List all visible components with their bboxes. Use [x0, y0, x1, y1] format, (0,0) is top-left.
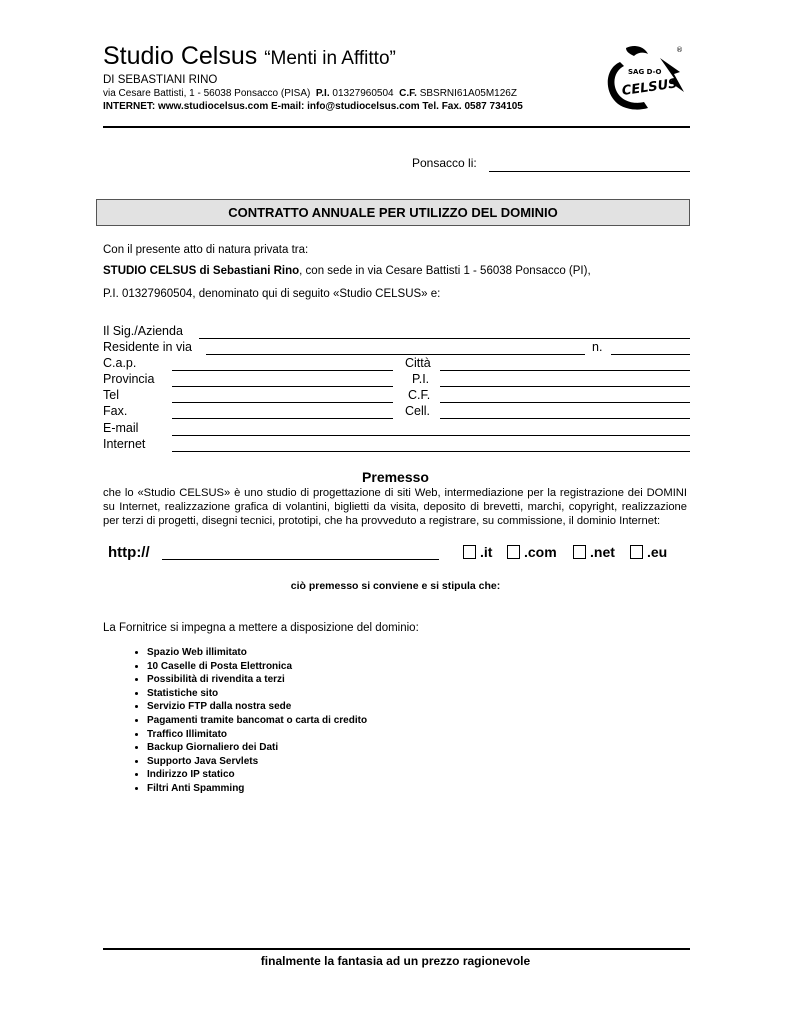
azienda-field[interactable]	[199, 338, 690, 339]
pi-value: 01327960504	[332, 88, 394, 99]
intro-party-name: STUDIO CELSUS di Sebastiani Rino	[103, 265, 300, 277]
premesso-text: che lo «Studio CELSUS» è uno studio di progettazione di siti Web, intermediazione per la registrazione dei DOMINI su Internet, realizzazione grafica di volantini, biglietti da visita, deposito di brevetti, marchi, copyright, realizzazione per terzi di progetti, disegni tecnici, prototipi, che ha provveduto a registrare, su commissione, il dominio Internet:	[103, 487, 687, 527]
fax-label: Fax.	[103, 404, 128, 418]
fornitrice-text: La Fornitrice si impegna a mettere a disposizione del dominio:	[103, 622, 419, 634]
premesso-heading: Premesso	[362, 469, 429, 485]
registered-mark: ®	[676, 46, 683, 54]
company-address-line	[103, 88, 517, 99]
cell-label: Cell.	[405, 404, 431, 418]
list-item: • Backup Giornaliero dei Dati	[147, 741, 367, 755]
tel-field[interactable]	[172, 402, 393, 403]
residente-field[interactable]	[206, 354, 585, 355]
cell-field[interactable]	[440, 418, 690, 419]
list-item: • Spazio Web illimitato	[147, 646, 367, 660]
logo-text-top: SAG D-O	[628, 68, 662, 76]
domain-name-field[interactable]	[162, 559, 439, 560]
net-label: .net	[590, 544, 615, 560]
net-checkbox[interactable]	[573, 545, 586, 559]
footer-slogan: finalmente la fantasia ad un prezzo ragionevole	[260, 954, 531, 968]
list-item: • Indirizzo IP statico	[147, 768, 367, 782]
internet-field[interactable]	[172, 451, 690, 452]
it-label: .it	[480, 544, 493, 560]
fax-field[interactable]	[172, 418, 393, 419]
http-prefix: http://	[108, 544, 150, 561]
eu-label: .eu	[647, 544, 668, 560]
company-address: via Cesare Battisti, 1 - 56038 Ponsacco (PISA)	[103, 88, 311, 99]
contract-title: CONTRATTO ANNUALE PER UTILIZZO DEL DOMINIO	[96, 199, 690, 226]
celsus-logo	[600, 42, 688, 116]
residente-label: Residente in via	[103, 340, 192, 354]
civic-number-label: n.	[592, 340, 603, 354]
logo-text-main: CELSUS	[620, 76, 679, 100]
place-date-label: Ponsacco li:	[412, 156, 477, 170]
company-contacts: INTERNET: www.studiocelsus.com E-mail: info@studiocelsus.com Tel. Fax. 0587 734105	[103, 101, 523, 112]
pi-field-label: P.I.	[412, 372, 430, 386]
provincia-label: Provincia	[103, 372, 155, 386]
intro-line-3: P.I. 01327960504, denominato qui di seguito «Studio CELSUS» e:	[103, 288, 441, 300]
cf-label: C.F.	[399, 88, 417, 99]
features-list	[103, 646, 367, 796]
citta-field[interactable]	[440, 370, 690, 371]
email-field[interactable]	[172, 435, 690, 436]
com-label: .com	[524, 544, 557, 560]
list-item: • Traffico Illimitato	[147, 728, 367, 742]
cap-label: C.a.p.	[103, 356, 137, 370]
header-divider	[103, 126, 690, 128]
list-item: • Supporto Java Servlets	[147, 755, 367, 769]
it-checkbox[interactable]	[463, 545, 476, 559]
cf-field[interactable]	[440, 402, 690, 403]
com-checkbox[interactable]	[507, 545, 520, 559]
cap-field[interactable]	[172, 370, 393, 371]
eu-checkbox[interactable]	[630, 545, 643, 559]
list-item: • Pagamenti tramite bancomat o carta di credito	[147, 714, 367, 728]
list-item: • Servizio FTP dalla nostra sede	[147, 700, 367, 714]
company-title	[103, 44, 396, 69]
intro-line-1: Con il presente atto di natura privata tra:	[103, 244, 309, 256]
company-tagline: “Menti in Affitto”	[264, 48, 396, 69]
list-item: • Possibilità di rivendita a terzi	[147, 673, 367, 687]
internet-label: Internet	[103, 437, 146, 451]
place-date-field[interactable]	[489, 171, 690, 172]
cf-field-label: C.F.	[408, 388, 431, 402]
list-item: • Filtri Anti Spamming	[147, 782, 367, 796]
intro-party-address: , con sede in via Cesare Battisti 1 - 56038 Ponsacco (PI),	[299, 265, 591, 277]
company-name: Studio Celsus	[103, 42, 258, 70]
provincia-field[interactable]	[172, 386, 393, 387]
civic-number-field[interactable]	[611, 354, 690, 355]
cf-value: SBSRNI61A05M126Z	[419, 88, 517, 99]
pi-field[interactable]	[440, 386, 690, 387]
pi-label: P.I.	[315, 88, 330, 99]
list-item: • Statistiche sito	[147, 687, 367, 701]
email-label: E-mail	[103, 421, 139, 435]
footer-divider	[103, 948, 690, 950]
azienda-label: Il Sig./Azienda	[103, 324, 183, 338]
company-owner: DI SEBASTIANI RINO	[103, 74, 218, 86]
citta-label: Città	[405, 356, 431, 370]
intro-line-2	[103, 265, 591, 277]
list-item: • 10 Caselle di Posta Elettronica	[147, 660, 367, 674]
stipulation-text: ciò premesso si conviene e si stipula che:	[290, 580, 501, 592]
tel-label: Tel	[103, 388, 119, 402]
